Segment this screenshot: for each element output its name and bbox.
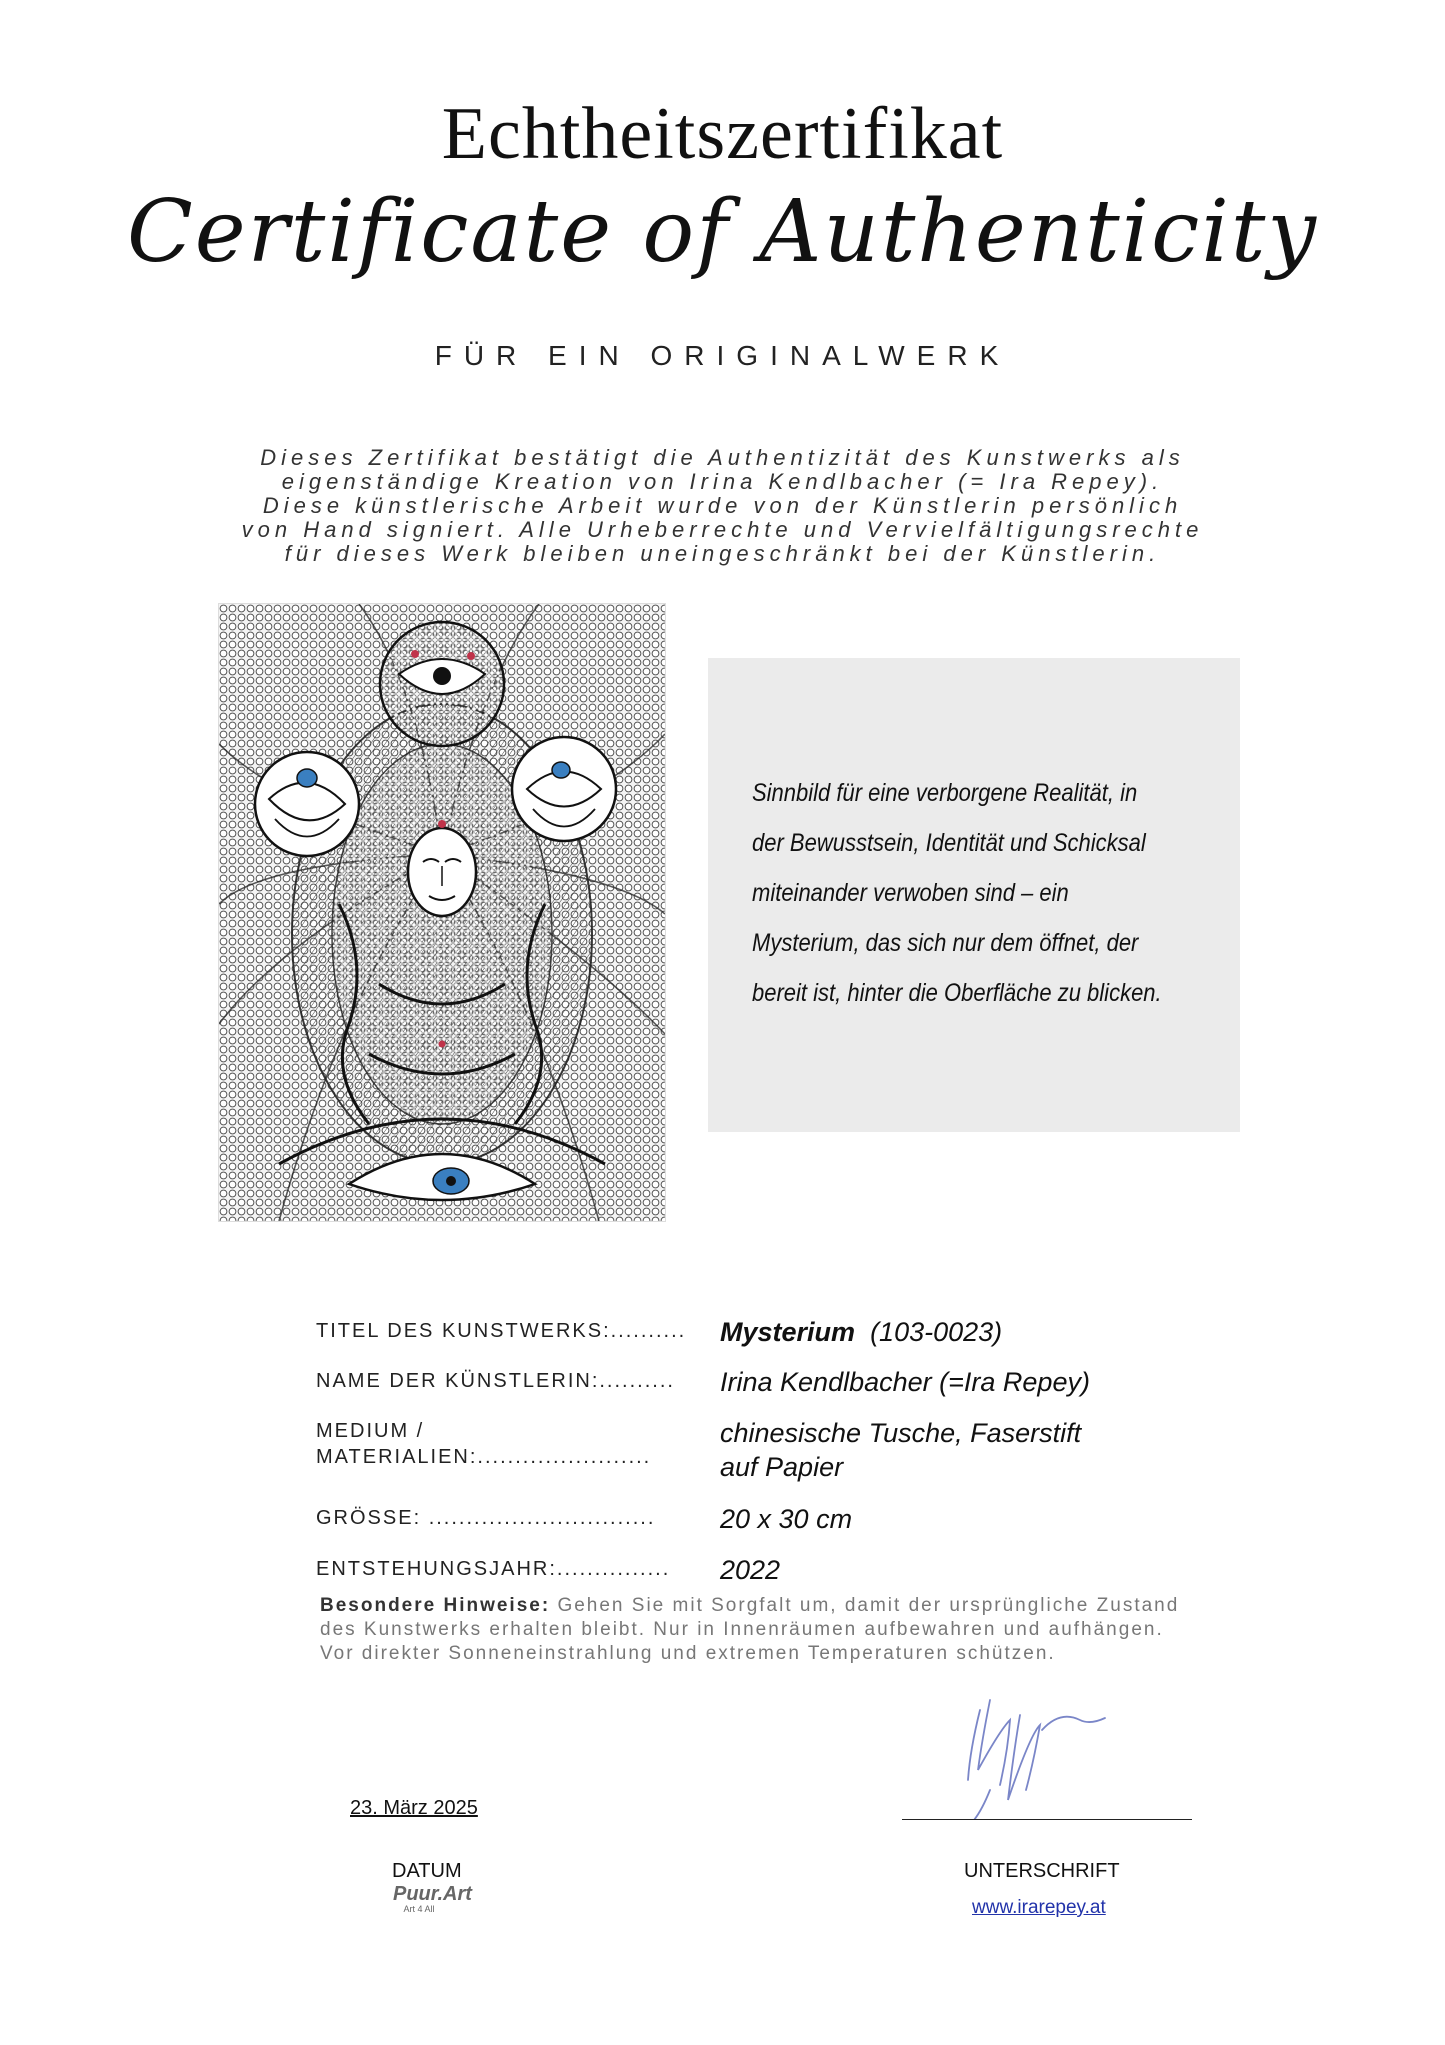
website-link[interactable]: www.irarepey.at [972,1897,1106,1918]
intro-line: für dieses Werk bleiben uneingeschränkt bei der Künstlerin. [284,541,1161,566]
signature-label: UNTERSCHRIFT [964,1860,1120,1882]
medium-value-line: chinesische Tusche, Faserstift [720,1418,1082,1448]
intro-paragraph [240,446,1205,566]
year-label: ENTSTEHUNGSJAHR:............... [316,1558,671,1580]
logo-tagline: Art 4 All [403,1904,435,1914]
title-value [720,1315,1240,1349]
size-value: 20 x 30 cm [720,1504,853,1534]
intro-line: von Hand signiert. Alle Urheberrechte und Vervielfältigungsrechte [241,517,1204,542]
size-label: GRÖSSE: .............................. [316,1507,656,1529]
year-value: 2022 [720,1555,781,1585]
certificate-title-english: Certificate of Authenticity [127,182,1318,282]
artist-label: NAME DER KÜNSTLERIN:.......... [316,1370,675,1392]
description-line: Mysterium, das sich nur dem öffnet, der [752,929,1139,957]
intro-line: eigenständige Kreation von Irina Kendlbacher (= Ira Repey). [281,469,1164,494]
medium-label-line: MATERIALIEN:....................... [316,1446,652,1468]
puur-art-logo [393,1883,472,1914]
title-label: TITEL DES KUNSTWERKS:.......... [316,1320,687,1342]
care-notes [320,1594,1200,1666]
certificate-title-german: Echtheitszertifikat [441,93,1004,175]
description-line: Sinnbild für eine verborgene Realität, in [752,779,1138,807]
care-notes-heading: Besondere Hinweise: [320,1595,551,1616]
description-line: der Bewusstsein, Identität und Schicksal [752,829,1146,857]
care-notes-text: Gehen Sie mit Sorgfalt um, damit der ursprüngliche Zustand des Kunstwerks erhalten bleibt. Nur in Innenräumen aufbewahren und aufhängen. Vor direkter Sonneneinstrahlung und extremen Temperaturen schützen. [320,1595,1180,1664]
certificate-subtitle: FÜR EIN ORIGINALWERK [434,340,1011,371]
artwork-image [218,603,666,1222]
medium-label-line: MEDIUM / [316,1420,425,1442]
artist-signature [930,1690,1170,1820]
signature-line [902,1819,1192,1820]
artwork-title: Mysterium [720,1317,856,1347]
intro-line: Diese künstlerische Arbeit wurde von der Künstlerin persönlich [262,493,1183,518]
artist-value: Irina Kendlbacher (=Ira Repey) [720,1367,1090,1397]
certificate-date: 23. März 2025 [350,1797,478,1819]
description-line: miteinander verwoben sind – ein [752,879,1069,907]
medium-label [316,1418,696,1470]
medium-value-line: auf Papier [720,1452,844,1482]
medium-value [720,1416,1240,1484]
artwork-description [752,768,1218,1018]
intro-line: Dieses Zertifikat bestätigt die Authentizität des Kunstwerks als [260,445,1185,470]
logo-text: Puur.Art [393,1883,472,1905]
artwork-code: (103-0023) [870,1317,1003,1347]
date-label: DATUM [392,1860,462,1882]
description-line: bereit ist, hinter die Oberfläche zu blicken. [752,979,1162,1007]
artwork-description-box [708,658,1240,1132]
